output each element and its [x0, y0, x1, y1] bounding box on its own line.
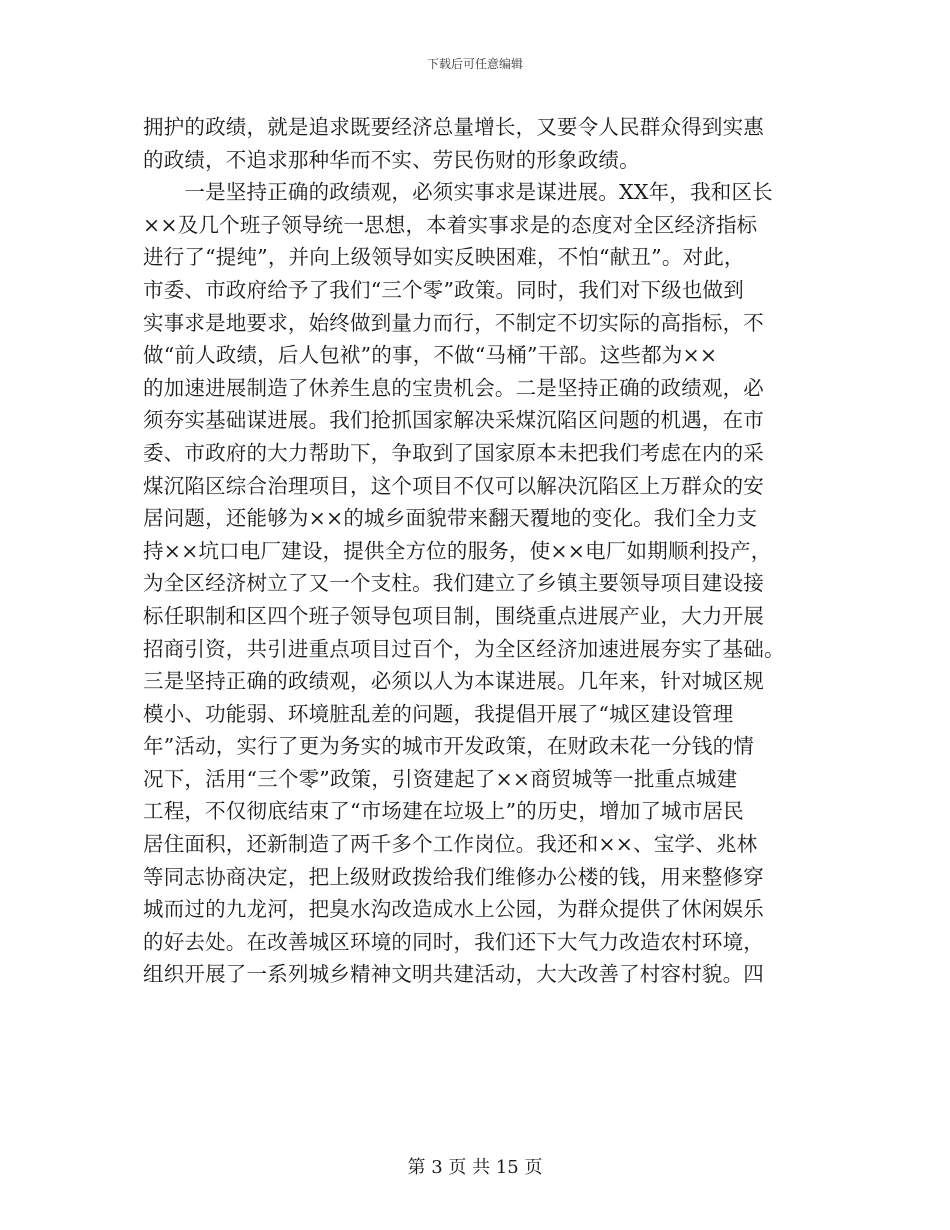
text-line: 居问题，还能够为××的城乡面貌带来翻天覆地的变化。我们全力支	[143, 506, 758, 531]
text-line: 等同志协商决定，把上级财政拨给我们维修办公楼的钱，用来整修穿	[143, 864, 764, 889]
text-line: ××及几个班子领导统一思想，本着实事求是的态度对全区经济指标	[143, 212, 758, 237]
text-line: 做“前人政绩，后人包袱”的事，不做“马桶”干部。这些都为××	[143, 343, 718, 368]
text-line: 三是坚持正确的政绩观，必须以人为本谋进展。几年来，针对城区规	[143, 669, 764, 694]
text-line: 市委、市政府给予了我们“三个零”政策。同时，我们对下级也做到	[143, 277, 744, 302]
text-line: 居住面积，还新制造了两千多个工作岗位。我还和××、宝学、兆林	[143, 832, 758, 857]
text-line: 委、市政府的大力帮助下，争取到了国家原本未把我们考虑在内的采	[143, 440, 764, 465]
text-line: 的加速进展制造了休养生息的宝贵机会。二是坚持正确的政绩观，必	[143, 375, 764, 400]
text-line: 为全区经济树立了又一个支柱。我们建立了乡镇主要领导项目建设接	[143, 571, 764, 596]
text-line: 实事求是地要求，始终做到量力而行，不制定不切实际的高指标，不	[143, 310, 764, 335]
text-line: 城而过的九龙河，把臭水沟改造成水上公园，为群众提供了休闲娱乐	[143, 897, 764, 922]
text-line: 工程，不仅彻底结束了“市场建在垃圾上”的历史，增加了城市居民	[143, 799, 744, 824]
text-line: 模小、功能弱、环境脏乱差的问题，我提倡开展了“城区建设管理	[143, 701, 734, 726]
text-line: 的好去处。在改善城区环境的同时，我们还下大气力改造农村环境，	[143, 929, 764, 954]
text-line: 组织开展了一系列城乡精神文明共建活动，大大改善了村容村貌。四	[143, 962, 764, 987]
text-line: 招商引资，共引进重点项目过百个，为全区经济加速进展夯实了基础。	[143, 636, 785, 661]
text-line: 煤沉陷区综合治理项目，这个项目不仅可以解决沉陷区上万群众的安	[143, 473, 764, 498]
text-line: 进行了“提纯”，并向上级领导如实反映困难，不怕“献丑”。对此，	[143, 245, 745, 270]
text-line: 的政绩，不追求那种华而不实、劳民伤财的形象政绩。	[143, 147, 640, 172]
text-line: 须夯实基础谋进展。我们抢抓国家解决采煤沉陷区问题的机遇，在市	[143, 408, 764, 433]
text-line: 拥护的政绩，就是追求既要经济总量增长，又要令人民群众得到实惠	[143, 115, 764, 139]
page-header: 下载后可任意编辑	[426, 57, 523, 71]
text-line: 一是坚持正确的政绩观，必须实事求是谋进展。XX年，我和区长	[143, 180, 773, 205]
text-line: 年”活动，实行了更为务实的城市开发政策，在财政未花一分钱的情	[143, 734, 754, 759]
text-line: 持××坑口电厂建设，提供全方位的服务，使××电厂如期顺利投产，	[143, 538, 772, 563]
body-paragraph	[143, 111, 813, 991]
text-line: 标任职制和区四个班子领导包项目制，围绕重点进展产业，大力开展	[143, 603, 764, 628]
text-line: 况下，活用“三个零”政策，引资建起了××商贸城等一批重点城建	[143, 766, 738, 791]
page-footer: 第 3 页 共 15 页	[407, 1157, 543, 1178]
